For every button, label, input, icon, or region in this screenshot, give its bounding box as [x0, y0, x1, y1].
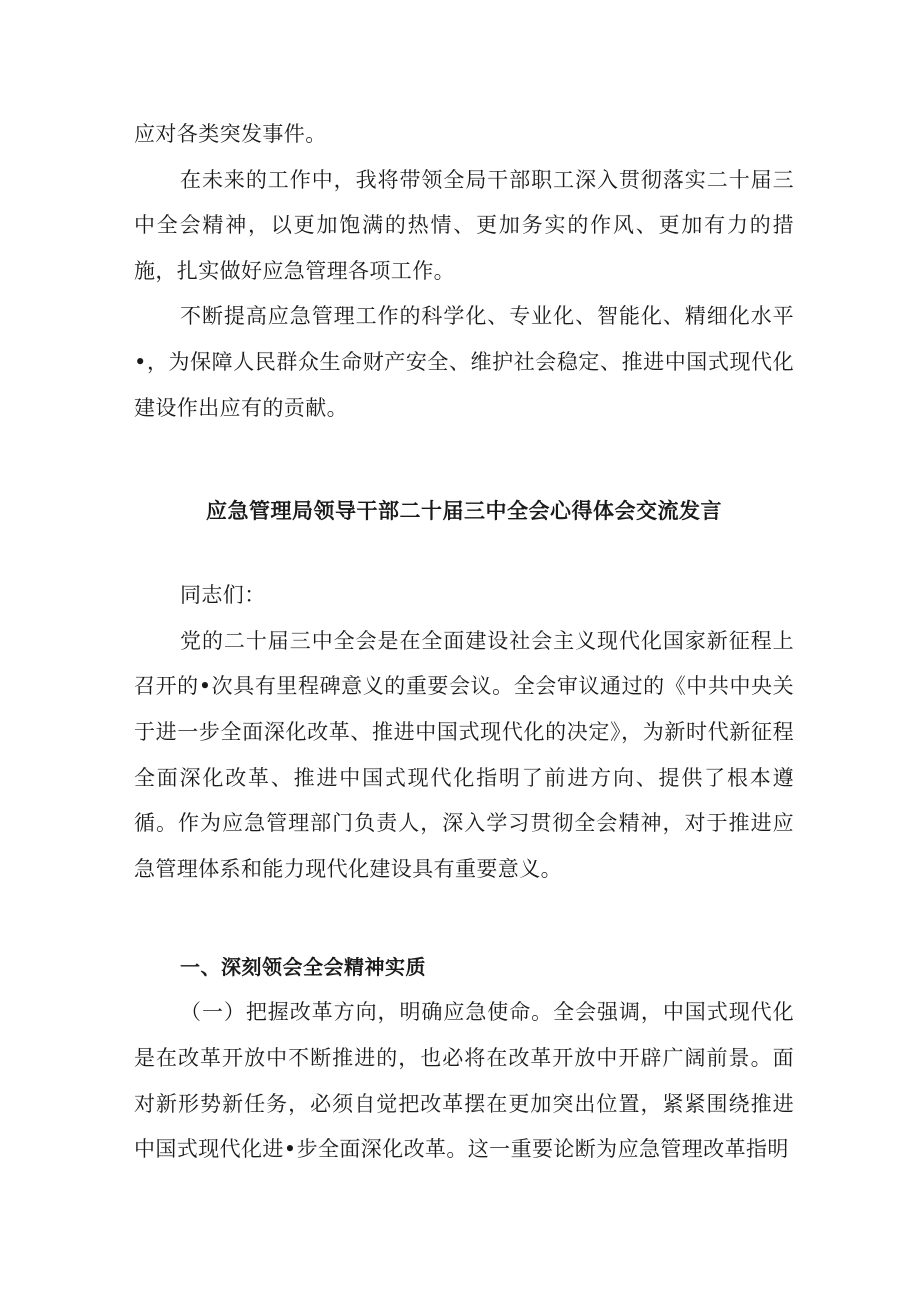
spacer	[134, 892, 794, 945]
body-paragraph: 党的二十届三中全会是在全面建设社会主义现代化国家新征程上召开的•次具有里程碑意义的重要会议。全会审议通过的《中共中央关于进一步全面深化改革、推进中国式现代化的决定》，为新时代新征程全面深化改革、推进中国式现代化指明了前进方向、提供了根本遵循。作为应急管理部门负责人，深入学习贯彻全会精神，对于推进应急管理体系和能力现代化建设具有重要意义。	[134, 628, 794, 881]
salutation: 同志们：	[180, 583, 266, 608]
document-content	[134, 112, 794, 1173]
section-paragraph: （一）把握改革方向，明确应急使命。全会强调，中国式现代化是在改革开放中不断推进的，也必将在改革开放中开辟广阔前景。面对新形势新任务，必须自觉把改革摆在更加突出位置，紧紧围绕推进中国式现代化进•步全面深化改革。这一重要论断为应急管理改革指明	[134, 1000, 794, 1162]
document-title: 应急管理局领导干部二十届三中全会心得体会交流发言	[206, 499, 722, 524]
intro-paragraph-2: 在未来的工作中，我将带领全局干部职工深入贯彻落实二十届三中全会精神，以更加饱满的热情、更加务实的作风、更加有力的措施，扎实做好应急管理各项工作。	[134, 167, 794, 283]
spacer	[134, 431, 794, 489]
intro-paragraph-3: 不断提高应急管理工作的科学化、专业化、智能化、精细化水平•，为保障人民群众生命财产安全、维护社会稳定、推进中国式现代化建设作出应有的贡献。	[134, 304, 794, 420]
spacer	[134, 533, 794, 573]
section-heading: 一、深刻领会全会精神实质	[180, 955, 426, 980]
intro-paragraph-1: 应对各类突发事件。	[134, 122, 327, 146]
